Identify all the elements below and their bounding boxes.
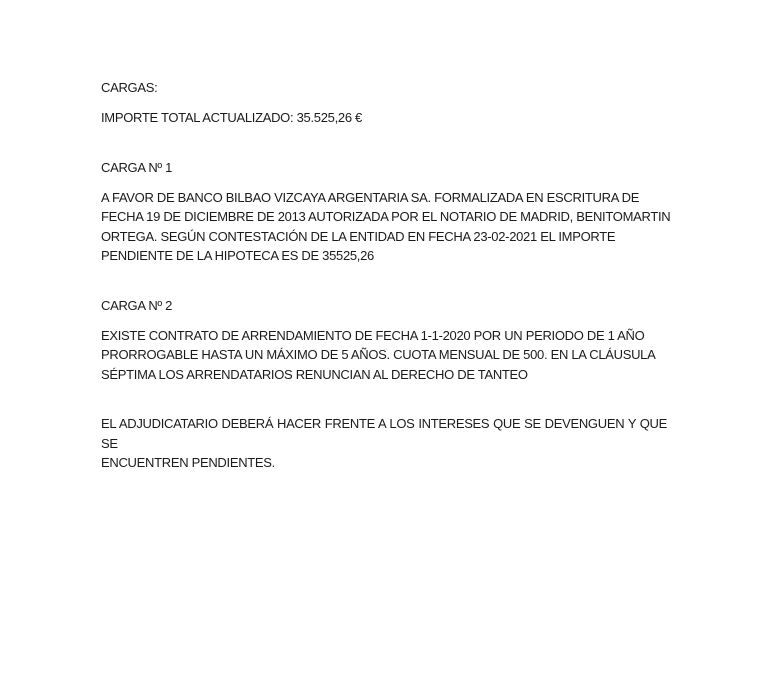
charge-1-body-line: ORTEGA. SEGÚN CONTESTACIÓN DE LA ENTIDAD EN FECHA 23-02-2021 EL IMPORTE	[101, 228, 616, 244]
cargas-heading	[101, 78, 667, 98]
charge-1-title	[101, 158, 667, 178]
charge-2-body-line: PRORROGABLE HASTA UN MÁXIMO DE 5 AÑOS. CUOTA MENSUAL DE 500. EN LA CLÁUSULA	[101, 347, 656, 362]
adjudicatario-note	[101, 414, 667, 473]
adjudicatario-note-line: ENCUENTREN PENDIENTES.	[101, 455, 275, 470]
charge-1-body-line: A FAVOR DE BANCO BILBAO VIZCAYA ARGENTARIA SA. FORMALIZADA EN ESCRITURA DE	[101, 189, 640, 205]
charge-1-title-text: CARGA Nº 1	[101, 159, 173, 175]
charge-2-body	[101, 326, 667, 385]
charge-2-body-line: EXISTE CONTRATO DE ARRENDAMIENTO DE FECHA 1-1-2020 POR UN PERIODO DE 1 AÑO	[101, 327, 645, 343]
adjudicatario-note-line: EL ADJUDICATARIO DEBERÁ HACER FRENTE A LOS INTERESES QUE SE DEVENGUEN Y QUE SE	[101, 416, 667, 451]
charge-2-body-line: SÉPTIMA LOS ARRENDATARIOS RENUNCIAN AL DERECHO DE TANTEO	[101, 366, 528, 382]
document-content	[101, 78, 671, 483]
charge-1-body-line: FECHA 19 DE DICIEMBRE DE 2013 AUTORIZADA POR EL NOTARIO DE MADRID, BENITOMARTIN	[101, 209, 671, 224]
cargas-heading-text: CARGAS:	[101, 80, 158, 95]
charge-2-title-text: CARGA Nº 2	[101, 297, 173, 313]
charge-1-body	[101, 188, 671, 266]
charge-2-title	[101, 296, 667, 316]
total-amount-text: IMPORTE TOTAL ACTUALIZADO: 35.525,26 €	[101, 110, 362, 125]
charge-1-body-line: PENDIENTE DE LA HIPOTECA ES DE 35525,26	[101, 248, 374, 263]
total-amount	[101, 108, 667, 128]
